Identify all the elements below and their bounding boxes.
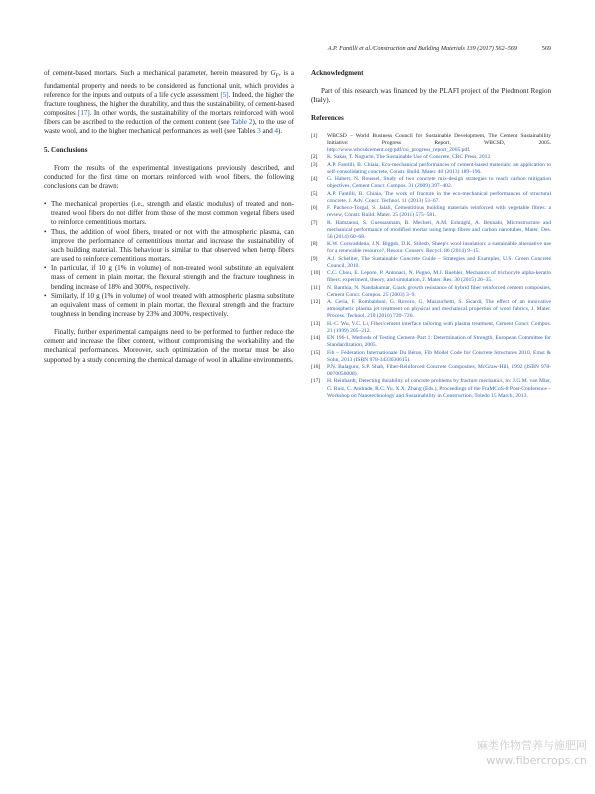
references-heading: References [311,114,344,123]
reference-text [327,133,551,153]
inline-reference-link[interactable]: P.N. Balaguru, S.P. Shah, Fiber-Reinforced Concrete Composites, McGraw-Hill, 1992 (ISBN 978-0070056008). [327,363,551,378]
inline-reference-link[interactable]: A.P. Fantilli, B. Chiaia, The work of fracture in the eco-mechanical performances of structural concrete, J. Adv. Concr. Technol. 11 (2013) 53–67. [327,190,551,204]
inline-reference-link[interactable]: R. Hamzaoui, S. Guessasmam, B. Mecheri, A.M. Eshraghi, A. Bennabi, Microstructure and mechanical performance of modified mortar using hemp fibres and carbon nanotubes, Mater. Des. 56 (2014) 60–68. [327,219,551,240]
reference-item [311,154,551,161]
paragraph-fracture-toughness [44,69,294,137]
acknowledgment-heading: Acknowledgment [311,69,364,77]
text-run: . Indeed, the higher the fracture toughness, the higher the durability, and thus the sustainability, of cement-based composites [44,90,294,118]
inline-reference-link[interactable]: K.W. Corscaddena, J.N. Biggsb, D.K. Stilesb, Sheep's wool insulation: a sustainable alternative use for a renewable resource?, Resour. Conserv. Recycl. 86 (2014) 9–15. [327,241,551,255]
text-run: ), to the use of waste wool, and to the higher mechanical performances as well (see Tables [44,118,294,136]
section-heading-conclusions: 5. Conclusions [44,145,88,154]
conclusions-list [44,200,294,319]
inline-reference-link[interactable]: H. Reinhardt, Detecting durability of concrete problems by fracture mechanics, in: J.G.M. van Mier, G. Ruiz, C. Andrade, R.C. Yu, X.X. Zhang (Eds.), Proceedings of the FraMCoS-8 Post-Conference – Workshop on Nanotechnology and Sustainability in Construction, Toledo 15 March, 2013. [327,378,551,399]
watermark [417,738,587,768]
reference-number: [12] [311,299,321,305]
reference-item [311,256,551,270]
inline-reference-link[interactable]: Fib – Fédération Internationale Du Béton, Fib Model Code for Concrete Structures 2010, Ernst & Sohn, 2013 (ISBN 978-3433030615). [327,349,551,363]
reference-text [327,220,551,240]
reference-text [327,285,551,298]
reference-number: [8] [311,241,318,248]
inline-reference-link[interactable]: EN 196-1, Methods of Testing Cement–Part 1: Determination of Strength, European Committee for Standardization, 2005. [327,335,551,349]
inline-reference-link[interactable]: K. Sakai, T. Noguchi, The Sustainable Use of Concrete, CRC Press, 2012. [327,154,492,161]
reference-number: [5] [311,190,318,197]
bullet-icon: • [44,200,47,209]
watermark-site-name: 麻类作物营养与施肥网 [477,739,587,752]
reference-number: [10] [311,270,321,277]
reference-item [311,285,551,299]
inline-reference-link[interactable]: F. Pacheco-Torgal, S. Jalali, Cementitious building materials reinforced with vegetable fibres: a review, Constr. Build. Mater. 25 (2011) 575–581. [327,205,551,219]
reference-text [327,154,492,160]
reference-number: [16] [311,363,321,370]
reference-number: [4] [311,176,318,183]
bullet-icon: • [44,291,47,300]
reference-list [311,133,551,400]
bullet-text: In particular, if 10 g (1% in volume) of non-treated wool substitute an equivalent mass of cement in plain mortar, the flexural strength and the fracture toughness in bending increase of 18% and 300%, respectively. [51,264,294,291]
reference-text [327,191,551,204]
reference-item [311,270,551,284]
inline-reference-link[interactable]: G. Habert, N. Roussel, Study of two concrete mix-design strategies to reach carbon mitigation objectives, Cement Concr. Compos. 31 (2009) 397–402. [327,176,551,190]
conclusion-bullet [44,200,294,227]
acknowledgment-text: Part of this research was financed by the PLAFI project of the Piedmont Region (Italy). [311,87,551,105]
reference-number: [3] [311,161,318,168]
inline-reference-link[interactable]: A.P. Fantilli, B. Chiaia, Eco-mechanical performances of cement-based materials: an application to self-consolidating concrete, Constr. Build. Mater. 40 (2013) 189–196. [327,161,551,175]
reference-text [327,205,551,218]
reference-text [327,270,551,283]
reference-text [327,241,551,254]
bullet-text: Similarly, if 10 g (1% in volume) of wool treated with atmospheric plasma substitute an equivalent mass of cement in plain mortar, the flexural strength and the fracture toughness in bending increase by 23% and 300%, respectively. [51,291,294,318]
conclusion-bullet [44,292,294,319]
text-run: . [469,146,471,153]
reference-text [327,256,551,269]
inline-reference-link[interactable]: H.-C. Wu, V.C. Li, Fiber/cement interface tailoring with plasma treatment, Cement Concr. Compos. 21 (1999) 205–212. [327,320,551,334]
reference-item [311,176,551,190]
inline-reference-link[interactable]: [5] [220,90,229,99]
reference-text [327,176,551,189]
reference-text [327,350,551,363]
reference-item [311,133,551,154]
text-run: G [270,69,276,77]
inline-reference-link[interactable]: 4 [274,127,279,136]
journal-citation: A.P. Fantilli et al./Construction and Building Materials 139 (2017) 562–569 [327,45,517,52]
reference-item [311,162,551,176]
page-number: 569 [541,45,551,52]
inline-reference-link[interactable]: C.C. Chou, E. Lepore, P. Antonaci, N. Pugno, M.J. Buehler, Mechanics of trichocyte alpha-keratin fibers: experiment, theory, and simulation, J. Mater. Res. 30 (2015) 26–35. [327,270,551,284]
inline-reference-link[interactable]: A.J. Scheliter, The Sustainable Concrete Guide – Strategies and Examples, U.S. Green Concrete Council, 2010. [327,255,551,269]
text-run: , is a fundamental property and needs to be considered as functional unit, which provides a reference for the inputs and outputs of a life cycle assessment [44,69,294,99]
reference-number: [15] [311,349,321,356]
reference-text [327,321,551,334]
bullet-text: Thus, the addition of wool fibers, treated or not with the atmospheric plasma, can improve the performance of cementitious mortar and increase the sustainability of such building material. This behaviour is similar to that observed when hemp fibers are used to reinforce cementitious mortars. [51,227,294,264]
left-column [44,69,294,365]
text-run: F [275,73,279,80]
inline-reference-link[interactable]: 3 [257,127,261,136]
reference-number: [17] [311,378,321,385]
reference-number: [7] [311,219,318,226]
reference-item [311,220,551,241]
bullet-text: The mechanical properties (i.e., strength and elastic modulus) of treated and non-treated wool fibers do not differ from those of the most common vegetal fibers used to reinforce cementitious mortars. [51,200,294,227]
paragraph-conclusions-intro: From the results of the experimental investigations previously described, and conducted for the first time on mortars reinforced with wool fibers, the following conclusions can be drawn: [44,163,294,190]
right-column [311,69,551,400]
text-run: ). [278,127,283,136]
reference-item [311,205,551,219]
inline-reference-link[interactable]: [17] [78,109,90,118]
reference-text [327,299,551,319]
reference-item [311,321,551,335]
conclusion-bullet [44,228,294,265]
reference-number: [1] [311,132,318,139]
paragraph-final: Finally, further experimental campaigns need to be performed to further reduce the cement and increase the fiber content, without compromising the workability and the mechanical performances. Moreover, such optimization of the mortar must be also supported by a study concerning the chemical damage of wool in alkaline environments. [44,328,294,364]
running-header [44,45,551,57]
reference-item [311,191,551,205]
reference-item [311,364,551,378]
inline-reference-link[interactable]: http://www.wbcsdcement.org/pdf/csi_progress_report_2005.pdf [327,146,470,153]
reference-item [311,378,551,399]
reference-number: [6] [311,205,318,212]
reference-item [311,350,551,364]
reference-text [327,364,551,377]
text-run: of cement-based mortars. Such a mechanical parameter, herein measured by [44,69,271,77]
reference-item [311,335,551,349]
text-run: . In other words, the sustainability of the mortars reinforced with wool fibers can be ascribed to the reduction of the cement content (see [44,109,294,127]
bullet-icon: • [44,264,47,273]
reference-number: [9] [311,255,318,262]
reference-number: [2] [311,154,318,161]
text-run: and [260,127,275,136]
reference-item [311,241,551,255]
reference-text [327,162,551,175]
watermark-url: www.fibercrops.cn [486,754,587,767]
reference-item [311,299,551,320]
text-run: WBCSD – World Business Council for Sustainable Development, The Cement Sustainability Initiative: Progress Report, WBCSD, 2005. [327,132,551,146]
inline-reference-link[interactable]: N. Banthia, N. Nandakumar, Crack growth resistance of hybrid fiber reinforced cement composites, Cement Concr. Compos. 25 (2003) 3–9. [327,284,551,298]
reference-text [327,335,551,348]
reference-number: [13] [311,320,321,327]
conclusion-bullet [44,264,294,291]
bullet-icon: • [44,227,47,236]
inline-reference-link[interactable]: A. Ceria, F. Rombaldoni, G. Rovero, G. Mazzuchetti, S. Sicardi, The effect of an innovative atmospheric plasma jet treatment on physical and mechanical properties of wool fabrics, J. Mater. Process. Technol. 210 (2010) 720–726. [327,299,551,320]
inline-reference-link[interactable]: Table 2 [231,118,253,127]
reference-number: [11] [311,284,321,291]
reference-number: [14] [311,335,321,342]
reference-text [327,378,551,398]
